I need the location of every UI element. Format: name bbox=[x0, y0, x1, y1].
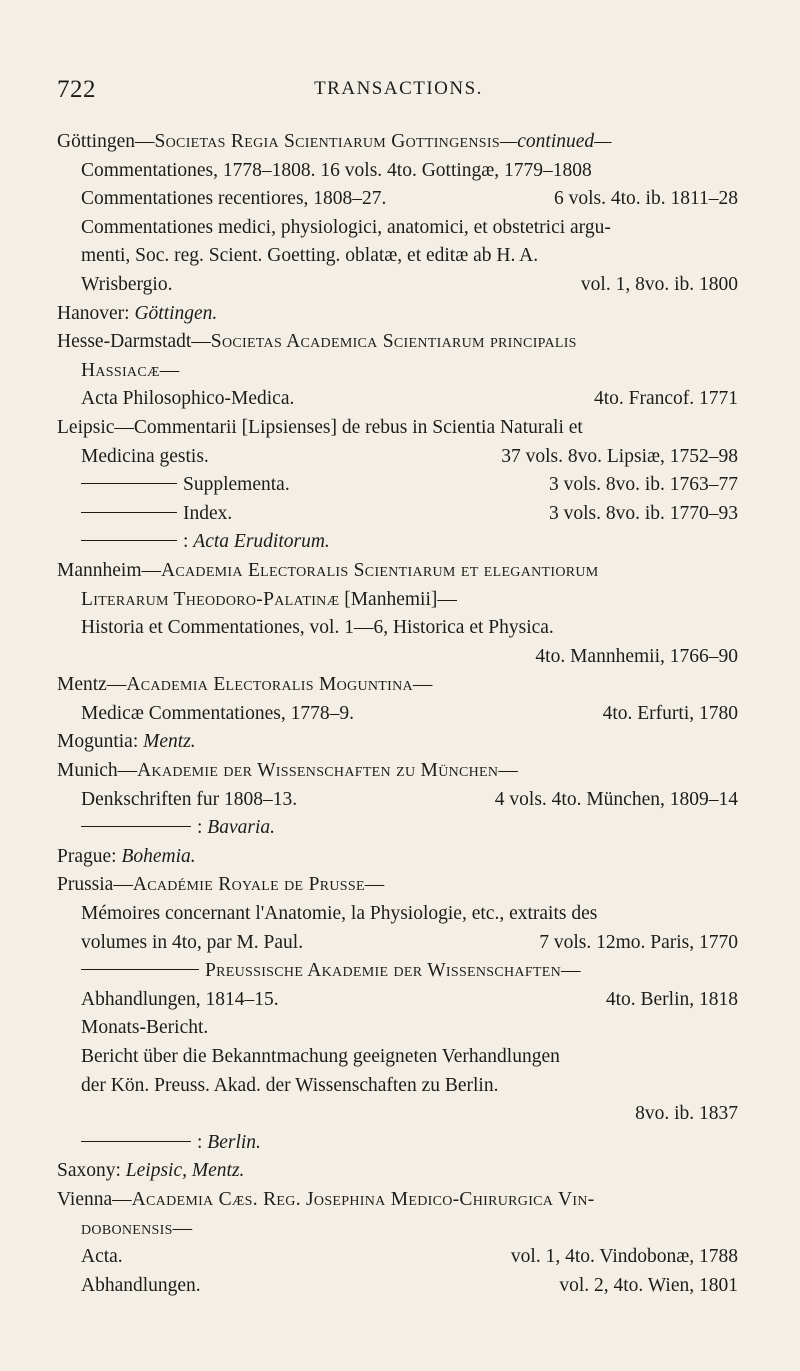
cross-reference: Leipsic, Mentz. bbox=[125, 1160, 245, 1182]
cross-reference: Göttingen. bbox=[134, 302, 218, 324]
entry-line bbox=[57, 900, 738, 929]
entry-line bbox=[57, 957, 738, 986]
place-name: Saxony bbox=[57, 1160, 116, 1182]
entry-line bbox=[57, 814, 738, 843]
publication-title: Commentationes medici, physiologici, anatomici, et obstetrici argu- bbox=[81, 216, 611, 238]
entry-line bbox=[57, 1129, 738, 1158]
place-name: Prussia bbox=[57, 874, 114, 896]
separator: — bbox=[191, 331, 211, 353]
entry-line bbox=[57, 385, 738, 414]
entry-line bbox=[57, 643, 738, 672]
publication-details: vol. 2, 4to. Wien, 1801 bbox=[551, 1272, 738, 1301]
publication-title: Index. bbox=[183, 502, 233, 524]
entry-line bbox=[57, 328, 738, 357]
place-name: Göttingen bbox=[57, 131, 135, 152]
entry-line bbox=[57, 157, 738, 186]
society-name: Academia Electoralis Scientiarum et elegantiorum bbox=[160, 559, 599, 581]
page-header bbox=[57, 76, 740, 112]
publication-title: Acta Philosophico-Medica. bbox=[81, 388, 295, 410]
publication-details: 37 vols. 8vo. Lipsiæ, 1752–98 bbox=[493, 443, 738, 472]
society-name: Societas Academica Scientiarum principalis bbox=[210, 331, 577, 353]
publication-details: 4to. Berlin, 1818 bbox=[598, 986, 738, 1015]
publication-title: Bericht über die Bekanntmachung geeigneten Verhandlungen bbox=[81, 1046, 560, 1067]
separator: — bbox=[141, 559, 161, 581]
publication-title: Monats-Bericht. bbox=[81, 1017, 209, 1039]
publication-title: Abhandlungen. bbox=[81, 1274, 201, 1296]
publication-details: 4to. Mannhemii, 1766–90 bbox=[527, 643, 738, 672]
ditto-dash bbox=[81, 1141, 191, 1142]
entry-line bbox=[57, 728, 738, 757]
separator: : bbox=[183, 531, 194, 553]
society-name: Preussische Akademie der Wissenschaften— bbox=[205, 960, 581, 982]
publication-details: 3 vols. 8vo. ib. 1770–93 bbox=[541, 500, 738, 529]
entry-line bbox=[57, 614, 738, 643]
entry-line bbox=[57, 1186, 738, 1215]
separator: : bbox=[197, 817, 208, 839]
publication-details: 4to. Francof. 1771 bbox=[586, 385, 738, 414]
publication-title: volumes in 4to, par M. Paul. bbox=[81, 931, 304, 953]
publication-title: menti, Soc. reg. Scient. Goetting. oblatæ, et editæ ab H. A. bbox=[81, 245, 539, 267]
entry-line bbox=[57, 1072, 738, 1101]
entry-line bbox=[57, 1215, 738, 1244]
society-name-tail: [Manhemii]— bbox=[339, 588, 457, 610]
cross-reference: Mentz. bbox=[143, 731, 196, 753]
publication-details: 6 vols. 4to. ib. 1811–28 bbox=[546, 185, 738, 214]
place-name: Mannheim bbox=[57, 559, 142, 581]
cross-reference: Acta Eruditorum. bbox=[193, 531, 330, 553]
publication-title: Commentationes, 1778–1808. 16 vols. 4to. Gottingæ, 1779–1808 bbox=[81, 159, 592, 181]
publication-title: Commentationes recentiores, 1808–27. bbox=[81, 188, 387, 210]
entry-line bbox=[57, 414, 738, 443]
publication-title: Supplementa. bbox=[183, 474, 290, 496]
cross-reference: Bavaria. bbox=[207, 817, 275, 839]
publication-title: Mémoires concernant l'Anatomie, la Physiologie, etc., extraits des bbox=[81, 903, 598, 925]
separator: — bbox=[117, 760, 138, 782]
entry-line bbox=[57, 471, 738, 500]
publication-title: Abhandlungen, 1814–15. bbox=[81, 988, 279, 1010]
ditto-dash bbox=[81, 826, 191, 827]
publication-title: Medicina gestis. bbox=[81, 445, 209, 467]
separator: — bbox=[112, 1188, 132, 1210]
ditto-dash bbox=[81, 483, 177, 484]
society-name: Académie Royale de Prusse— bbox=[132, 874, 385, 896]
entry-line bbox=[57, 1043, 738, 1072]
place-name: Munich bbox=[57, 760, 118, 782]
entry-line bbox=[57, 500, 738, 529]
cross-reference: Berlin. bbox=[207, 1131, 261, 1153]
publication-title: Historia et Commentationes, vol. 1—6, Historica et Physica. bbox=[81, 617, 554, 639]
entry-line bbox=[57, 128, 738, 157]
publication-title: Acta. bbox=[81, 1246, 123, 1268]
entry-line bbox=[57, 871, 738, 900]
entry-line bbox=[57, 700, 738, 729]
publication-details: 4to. Erfurti, 1780 bbox=[595, 700, 738, 729]
ditto-dash bbox=[81, 540, 177, 541]
entry-line bbox=[57, 843, 738, 872]
separator: : bbox=[115, 1160, 126, 1182]
entry-line bbox=[57, 1014, 738, 1043]
publication-details: 7 vols. 12mo. Paris, 1770 bbox=[531, 929, 738, 958]
entry-line bbox=[57, 443, 738, 472]
entry-line bbox=[57, 1243, 738, 1272]
ditto-dash bbox=[81, 512, 177, 513]
entry-line bbox=[57, 1272, 738, 1301]
publication-details: 3 vols. 8vo. ib. 1763–77 bbox=[541, 471, 738, 500]
separator: : bbox=[197, 1131, 208, 1153]
continued-note: —continued— bbox=[499, 131, 612, 152]
entry-line bbox=[57, 271, 738, 300]
place-name: Prague bbox=[57, 845, 112, 867]
society-name: Akademie der Wissenschaften zu München— bbox=[137, 760, 519, 782]
ditto-dash bbox=[81, 969, 199, 970]
separator: — bbox=[135, 131, 155, 152]
transactions-list bbox=[57, 128, 738, 1300]
separator: : bbox=[111, 845, 122, 867]
entry-line bbox=[57, 986, 738, 1015]
entry-line bbox=[57, 757, 738, 786]
entry-line bbox=[57, 786, 738, 815]
society-name: Hassiacæ— bbox=[81, 359, 180, 381]
publication-title: der Kön. Preuss. Akad. der Wissenschaften zu Berlin. bbox=[81, 1074, 499, 1096]
entry-line bbox=[57, 242, 738, 271]
society-name: Academia Cæs. Reg. Josephina Medico-Chirurgica Vin- bbox=[131, 1188, 595, 1210]
publication-title: Denkschriften fur 1808–13. bbox=[81, 788, 298, 810]
place-name: Moguntia bbox=[57, 731, 133, 753]
publication-details: 4 vols. 4to. München, 1809–14 bbox=[487, 786, 738, 815]
publication-details: vol. 1, 4to. Vindobonæ, 1788 bbox=[503, 1243, 738, 1272]
society-name: Academia Electoralis Moguntina— bbox=[126, 674, 433, 696]
publication-title: Leipsic—Commentarii [Lipsienses] de rebus in Scientia Naturali et bbox=[57, 416, 583, 438]
entry-line bbox=[57, 214, 738, 243]
entry-line bbox=[57, 300, 738, 329]
separator: : bbox=[124, 302, 135, 324]
place-name: Hanover bbox=[57, 302, 125, 324]
entry-line bbox=[57, 528, 738, 557]
cross-reference: Bohemia. bbox=[121, 845, 196, 867]
entry-line bbox=[57, 557, 738, 586]
separator: — bbox=[106, 674, 127, 696]
publication-title: Wrisbergio. bbox=[81, 273, 173, 295]
society-name: Literarum Theodoro-Palatinæ bbox=[81, 588, 340, 610]
running-head: TRANSACTIONS. bbox=[314, 78, 483, 99]
entry-line bbox=[57, 1157, 738, 1186]
society-name: dobonensis— bbox=[81, 1217, 193, 1239]
place-name: Mentz bbox=[57, 674, 107, 696]
publication-details: vol. 1, 8vo. ib. 1800 bbox=[573, 271, 738, 300]
publication-details: 8vo. ib. 1837 bbox=[627, 1100, 738, 1129]
place-name: Hesse-Darmstadt bbox=[57, 331, 192, 353]
entry-line bbox=[57, 586, 738, 615]
page-number: 722 bbox=[57, 76, 96, 103]
entry-line bbox=[57, 671, 738, 700]
entry-line bbox=[57, 185, 738, 214]
society-name: Societas Regia Scientiarum Gottingensis bbox=[154, 131, 500, 152]
entry-line bbox=[57, 1100, 738, 1129]
entry-line bbox=[57, 929, 738, 958]
separator: : bbox=[132, 731, 144, 753]
publication-title: Medicæ Commentationes, 1778–9. bbox=[81, 702, 354, 724]
place-name: Vienna bbox=[57, 1188, 113, 1210]
separator: — bbox=[113, 874, 133, 896]
entry-line bbox=[57, 357, 738, 386]
